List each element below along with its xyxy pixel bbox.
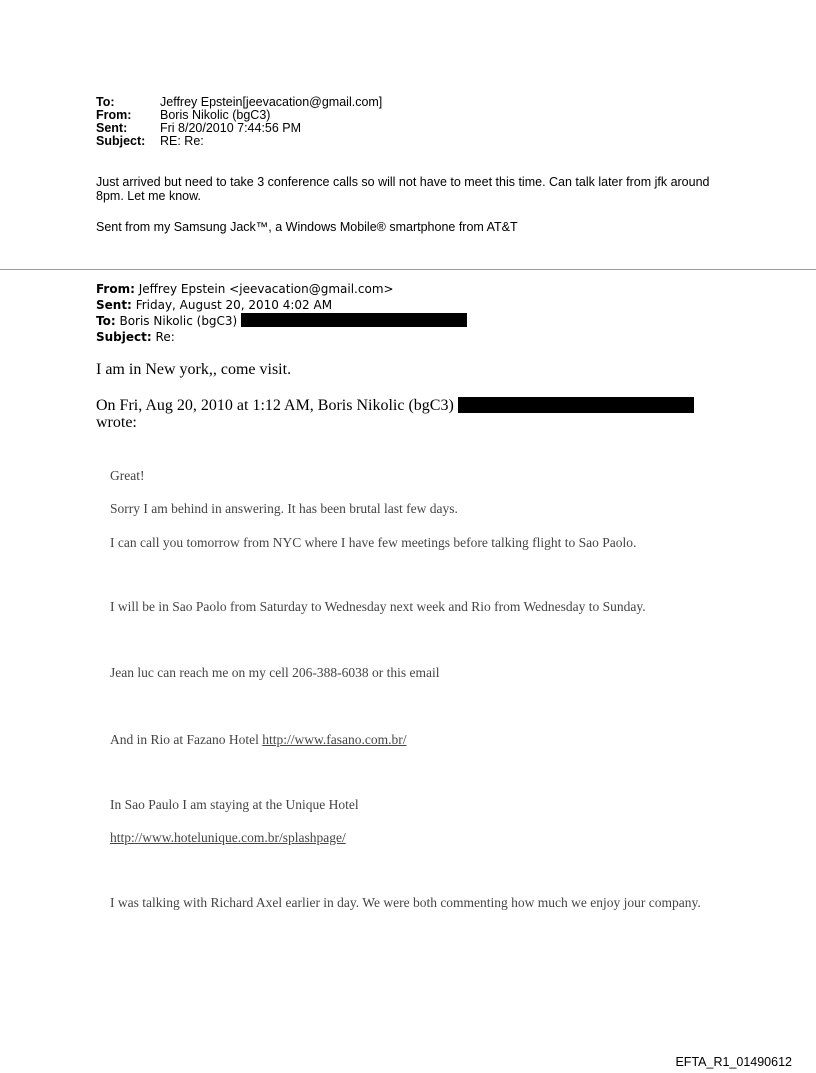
quoted-paragraph: I can call you tomorrow from NYC where I have few meetings before talking flight to Sao Paolo. [110,535,637,550]
on-wrote-line [96,397,736,431]
quoted-paragraph: I will be in Sao Paolo from Saturday to Wednesday next week and Rio from Wednesday to Sunday. [110,599,646,614]
redaction-bar [458,397,694,413]
fwd-subject-value: Re: [155,330,175,344]
to-value: Jeffrey Epstein[jeevacation@gmail.com] [160,95,383,109]
divider [0,269,816,270]
quoted-paragraph [110,732,710,748]
forward-body: I am in New york,, come visit. [96,361,292,378]
to-label: To: [96,95,115,109]
quoted-paragraph [110,830,710,846]
reply-subject-row [96,135,382,148]
fwd-from-value: Jeffrey Epstein <jeevacation@gmail.com> [138,282,394,296]
quoted-paragraph: Jean luc can reach me on my cell 206-388-6038 or this email [110,665,440,680]
quoted-paragraph: Sorry I am behind in answering. It has been brutal last few days. [110,501,458,516]
from-value: Boris Nikolic (bgC3) [160,108,271,122]
document-id: EFTA_R1_01490612 [675,1055,792,1069]
sent-value: Fri 8/20/2010 7:44:56 PM [160,121,302,135]
fwd-sent-value: Friday, August 20, 2010 4:02 AM [135,298,333,312]
reply-header [96,96,382,148]
subject-value: RE: Re: [160,134,204,148]
on-wrote-text: On Fri, Aug 20, 2010 at 1:12 AM, Boris Nikolic (bgC3) [96,397,454,414]
fwd-subject-label: Subject: [96,330,152,344]
fasano-link[interactable]: http://www.fasano.com.br/ [262,732,407,747]
subject-label: Subject: [96,134,146,148]
fwd-to-value: Boris Nikolic (bgC3) [119,314,238,328]
fwd-to-label: To: [96,314,116,328]
hotelunique-link[interactable]: http://www.hotelunique.com.br/splashpage/ [110,830,346,845]
fwd-sent-label: Sent: [96,298,132,312]
from-label: From: [96,108,132,122]
quoted-paragraph: In Sao Paulo I am staying at the Unique Hotel [110,797,359,812]
wrote-text: wrote: [96,414,137,431]
fasano-text: And in Rio at Fazano Hotel [110,732,263,747]
reply-signature: Sent from my Samsung Jack™, a Windows Mobile® smartphone from AT&T [96,220,518,234]
fwd-sent-row [96,297,467,313]
sent-label: Sent: [96,121,128,135]
quoted-paragraph: I was talking with Richard Axel earlier in day. We were both commenting how much we enjoy jour company. [110,895,701,910]
reply-body: Just arrived but need to take 3 conference calls so will not have to meet this time. Can talk later from jfk around 8pm. Let me know. [96,175,710,203]
forward-header [96,281,467,345]
quoted-paragraph: Great! [110,468,145,483]
fwd-to-row [96,313,467,329]
fwd-from-row [96,281,467,297]
fwd-subject-row [96,329,467,345]
fwd-from-label: From: [96,282,135,296]
redaction-bar [241,313,467,327]
